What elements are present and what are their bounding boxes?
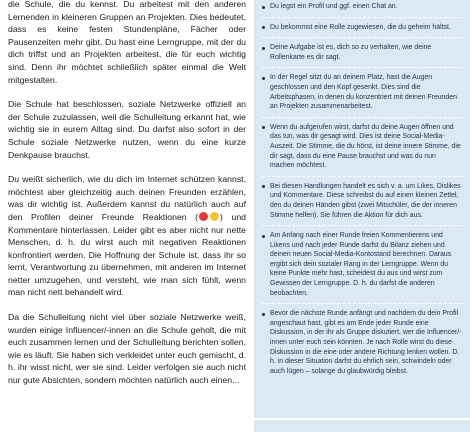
paragraph-2: Die Schule hat beschlossen, soziale Netzwerke offiziell an der Schule zuzulassen, weil die Schulleitung erkannt hat, wie wichtig sie in eurem Alltag sind. Du darfst also sofort in der Schule soziale Netzwerke nutzen, wenn du eine kurze Denkpause brauchst. (8, 99, 246, 160)
rule-divider (262, 67, 462, 68)
rule-divider (262, 117, 462, 118)
rule-item: Du legst ein Profil und ggf. einen Chat an. (262, 2, 462, 12)
rule-item: Bevor die nächste Runde anfängt und nachdem du dein Profil angeschaut hast, gibt es am Ende jeder Runde eine Diskussion, in der ihr als Gruppe diskutiert, wer die Influencer/-innen unter euch sein könnten. Je nach Rolle wirst du diese Diskussion in die eine oder andere Richtung lenken wollen. D. h. in dieser Situation darfst du ehrlich sein, schwindeln oder auch lügen – solange du glaubwürdig bleibst. (262, 309, 462, 376)
rules-list (262, 43, 462, 62)
rule-item: Du bekommst eine Rolle zugewiesen, die du geheim hältst. (262, 23, 462, 33)
rule-item: Wenn du aufgerufen wirst, darfst du deine Augen öffnen und das tun, was dir gesagt wird. Dies ist deine Social-Media-Auszeit. Die Stimme, die du hörst, ist deine innere Stimme, die dir sagt, dass du eine Pause brauchst und was du nun machen möchtest. (262, 123, 462, 171)
rule-item: Deine Aufgabe ist es, dich so zu verhalten, wie deine Rollenkarte es dir sagt. (262, 43, 462, 62)
next-box-top (254, 418, 470, 432)
rule-divider (262, 176, 462, 177)
paragraph-1: die Schule, die du kennst. Du arbeitest mit den anderen Lernenden in kleineren Gruppen an Projekten. Dies bedeutet, dass es keine festen Stundenpläne, Fächer oder Pausenzeiten mehr gibt. Du hast eine Lerngruppe, mit der du dich triffst und an Projekten arbeitest, die für euch wichtig sind. Denn ihr möchtet schließlich später einmal die Welt mitgestalten. (8, 0, 246, 85)
rule-divider (262, 37, 462, 38)
rules-list (262, 231, 462, 298)
rules-list (262, 309, 462, 376)
rules-list (262, 73, 462, 111)
rule-item: Am Anfang nach einer Runde freien Kommentierens und Likens und nach jeder Runde darfst du Bilanz ziehen und deinen neuen Social-Media-Kontostand berechnen. Daraus ergibt sich dein sozialer Rang in der Lerngruppe. Wenn du keine Punkte mehr hast, scheidest du aus und wirst zum Gewissen der Lerngruppe. D. h. du darfst die anderen beobachten. (262, 231, 462, 298)
paragraph-4: Da die Schulleitung nicht viel über soziale Netzwerke weiß, wurden einige Influencer/-innen an die Schule geholt, die mit euch zusammen lernen und der Schulleitung berichten sollen, wie es läuft. Sie haben sich verkleidet unter euch gemischt, d. h. ihr wisst nicht, wer sie sind. Leider verfolgen sie auch nicht nur gute Absichten, sondern möchten natürlich auch einen... (8, 312, 246, 386)
rules-list (262, 23, 462, 33)
heart-emoji-icon (199, 212, 208, 221)
rules-list (262, 2, 462, 12)
rules-list (262, 182, 462, 220)
paragraph-3 (8, 173, 246, 299)
rule-item: In der Regel sitzt du an deinem Platz, hast die Augen geschlossen und den Kopf gesenkt. Dies sind die Arbeitsphasen, in denen du konzentriert mit deinen Freunden an Projekten zusammenarbeitest. (262, 73, 462, 111)
rule-item: Bei diesen Handlungen handelt es sich v. a. um Likes, Dislikes und Kommentare. Diese schreibst du auf einen kleinen Zettel, den du deinen Händen gibst (zwei Mitschüler, die der inneren Stimme helfen). Sie führen die Aktion für dich aus. (262, 182, 462, 220)
rules-list (262, 123, 462, 171)
rules-box (254, 0, 470, 432)
paragraph-3-part-b: ) und Kommentare hinterlassen. Leider gibt es aber nicht nur nette Menschen, d. h. du wirst auch mit negativen Reaktionen konfrontiert werden. Die Hoffnung der Schule ist, dass ihr so lernt, Verantwortung zu übernehmen, mit anderen im Internet netter umzugehen, und versteht, wie man sich fühlt, wenn man nicht nett behandelt wird. (8, 211, 246, 298)
rule-divider (262, 303, 462, 304)
rule-divider (262, 17, 462, 18)
main-text-column (8, 0, 246, 399)
thumbs-up-emoji-icon (210, 212, 219, 221)
rule-divider (262, 225, 462, 226)
paragraph-3-part-a: Du weißt sicherlich, wie du dich im Internet schützen kannst, möchtest aber gleichzeitig auch deinen Freunden erzählen, was dir wichtig ist. Außerdem kannst du natürlich auch auf den Profilen deiner Freunde Reaktionen ( (8, 174, 246, 222)
